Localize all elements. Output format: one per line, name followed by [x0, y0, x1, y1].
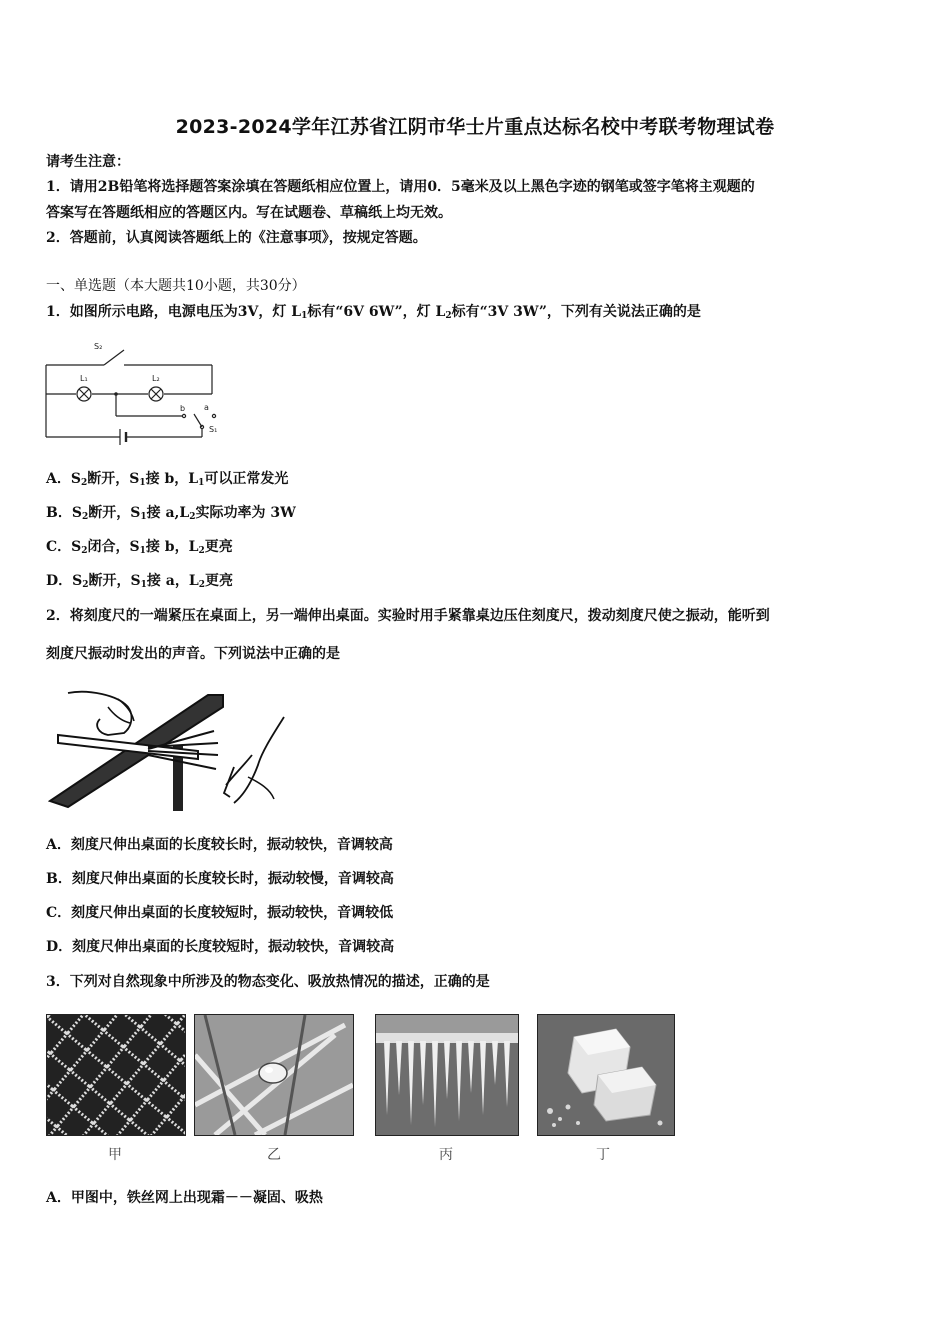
q2-option-a: A．刻度尺伸出桌面的长度较长时，振动较快，音调较高 — [46, 837, 393, 853]
q2-stem-line-2: 刻度尺振动时发出的声音。下列说法中正确的是 — [46, 646, 340, 662]
q1-option-c: C．$S_2$闭合，$S_1$接 b，$L_2$更亮 — [46, 539, 233, 556]
q1-option-b: B．$S_2$断开，$S_1$接 $a,L_2$实际功率为 3W — [46, 505, 296, 522]
q3-photo-frost-mesh — [46, 1014, 186, 1136]
label-a: a — [204, 403, 209, 412]
q3-photo-ice-cubes — [537, 1014, 675, 1136]
q3-photo-icicles — [375, 1014, 519, 1136]
q3-caption-ding: 丁 — [596, 1147, 610, 1163]
q3-photo-dew-grass — [194, 1014, 354, 1136]
label-l2: L₂ — [152, 374, 160, 383]
q2-stem-line-1: 2．将刻度尺的一端紧压在桌面上，另一端伸出桌面。实验时用手紧靠桌边压住刻度尺，拨动刻度尺使之振动，能听到 — [46, 608, 770, 624]
label-l1: L₁ — [80, 374, 88, 383]
q1-option-a: A．$S_2$断开，$S_1$接 b，$L_1$可以正常发光 — [46, 471, 289, 488]
q2-ruler-figure — [48, 685, 298, 813]
q3-caption-jia: 甲 — [108, 1147, 122, 1163]
q2-option-b: B．刻度尺伸出桌面的长度较长时，振动较慢，音调较高 — [46, 871, 394, 887]
label-s1: S₁ — [209, 425, 218, 434]
q1-stem: 1．如图所示电路，电源电压为3V，灯 $L_1$标有“6V 6W”，灯 $L_2$标有“3V 3W”，下列有关说法正确的是 — [46, 304, 701, 321]
q2-option-d: D．刻度尺伸出桌面的长度较短时，振动较快，音调较高 — [46, 939, 395, 955]
q3-caption-yi: 乙 — [267, 1147, 281, 1163]
q3-option-a: A．甲图中，铁丝网上出现霜－－凝固、吸热 — [46, 1190, 323, 1206]
label-b: b — [180, 404, 186, 413]
notice-item-1-line-1: 1．请用2B铅笔将选择题答案涂填在答题纸相应位置上，请用0．5毫米及以上黑色字迹的钢笔或签字笔将主观题的 — [46, 179, 755, 195]
label-s2: S₂ — [94, 342, 103, 351]
exam-title: 2023-2024学年江苏省江阴市华士片重点达标名校中考联考物理试卷 — [175, 116, 775, 138]
section-header: 一、单选题（本大题共10小题，共30分） — [46, 278, 306, 294]
notice-header: 请考生注意： — [46, 154, 130, 170]
q1-circuit-figure — [42, 338, 232, 448]
notice-item-1-line-2: 答案写在答题纸相应的答题区内。写在试题卷、草稿纸上均无效。 — [46, 205, 452, 221]
notice-item-2: 2．答题前，认真阅读答题纸上的《注意事项》，按规定答题。 — [46, 230, 427, 246]
q3-caption-bing: 丙 — [439, 1147, 453, 1163]
q3-stem: 3．下列对自然现象中所涉及的物态变化、吸放热情况的描述，正确的是 — [46, 974, 490, 990]
q1-option-d: D．$S_2$断开，$S_1$接 a，$L_2$更亮 — [46, 573, 233, 590]
q2-option-c: C．刻度尺伸出桌面的长度较短时，振动较快，音调较低 — [46, 905, 394, 921]
